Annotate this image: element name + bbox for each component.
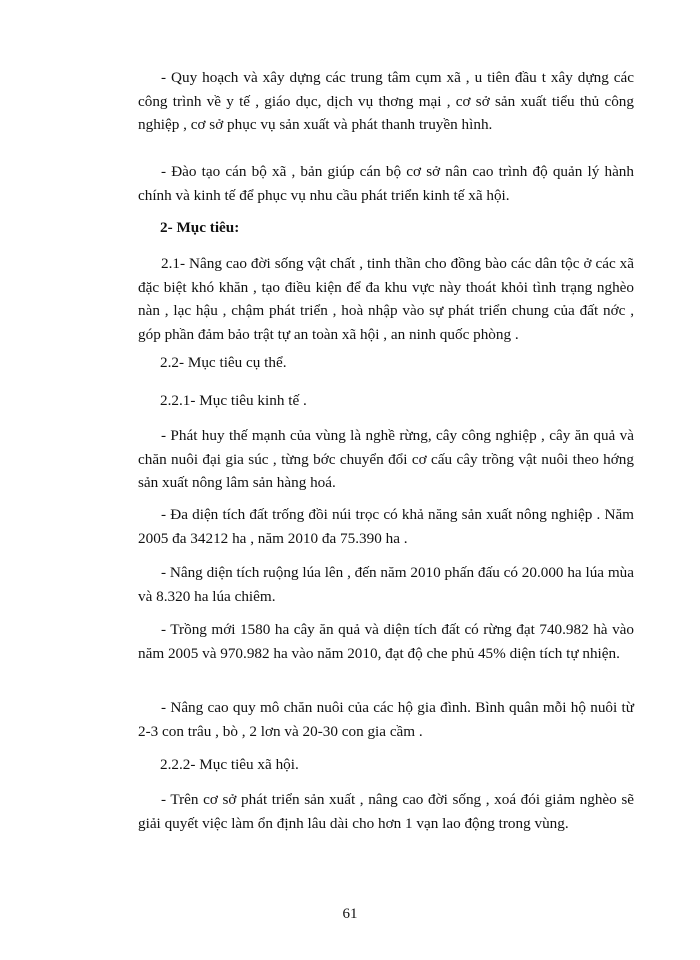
paragraph-livestock: - Nâng cao quy mô chăn nuôi của các hộ gia đình. Bình quân mỗi hộ nuôi từ 2-3 con trâu , bò , 2 lơn và 20-30 con gia cầm .	[138, 699, 634, 740]
paragraph-training: - Đào tạo cán bộ xã , bản giúp cán bộ cơ sở nân cao trình độ quản lý hành chính và kinh tế để phục vụ nhu cầu phát triển kinh tế xã hội.	[138, 163, 634, 204]
paragraph-land-use: - Đa diện tích đất trống đồi núi trọc có khả năng sản xuất nông nghiệp . Năm 2005 đa 34212 ha , năm 2010 đa 75.390 ha .	[138, 506, 634, 547]
paragraph-planning: - Quy hoạch và xây dựng các trung tâm cụm xã , u tiên đầu t xây dựng các công trình về y tế , giáo dục, dịch vụ thơng mại , cơ sở sản xuất tiểu thủ công nghiệp , cơ sở phục vụ sản xuất và phát thanh truyền hình.	[138, 69, 634, 133]
page-number: 61	[342, 906, 358, 922]
paragraph-rice-area: - Nâng diện tích ruộng lúa lên , đến năm 2010 phấn đấu có 20.000 ha lúa mùa và 8.320 ha lúa chiêm.	[138, 564, 634, 605]
heading-objectives: 2- Mục tiêu:	[160, 219, 240, 236]
subheading-specific-objectives: 2.2- Mục tiêu cụ thể.	[160, 354, 287, 371]
subheading-economic-objectives: 2.2.1- Mục tiêu kinh tế .	[160, 392, 307, 409]
paragraph-economic-strengths: - Phát huy thế mạnh của vùng là nghề rừng, cây công nghiệp , cây ăn quả và chăn nuôi đại gia súc , từng bớc chuyển đổi cơ cấu cây trồng vật nuôi theo hớng sản xuất nông lâm sản hàng hoá.	[138, 427, 634, 491]
paragraph-social-employment: - Trên cơ sở phát triển sản xuất , nâng cao đời sống , xoá đói giảm nghèo sẽ giải quyết việc làm ổn định lâu dài cho hơn 1 vạn lao động trong vùng.	[138, 791, 634, 832]
subheading-social-objectives: 2.2.2- Mục tiêu xã hội.	[160, 756, 299, 773]
paragraph-fruit-forest: - Trồng mới 1580 ha cây ăn quả và diện tích đất có rừng đạt 740.982 hà vào năm 2005 và 970.982 ha vào năm 2010, đạt độ che phủ 45% diện tích tự nhiện.	[138, 621, 634, 662]
paragraph-objective-2-1: 2.1- Nâng cao đời sống vật chất , tinh thần cho đồng bào các dân tộc ở các xã đặc biệt khó khăn , tạo điều kiện để đa khu vực này thoát khỏi tình trạng nghèo nàn , lạc hậu , chậm phát triển , hoà nhập vào sự phát triển chung của đất nớc , góp phần đảm bảo trật tự an toàn xã hội , an ninh quốc phòng .	[138, 255, 634, 343]
